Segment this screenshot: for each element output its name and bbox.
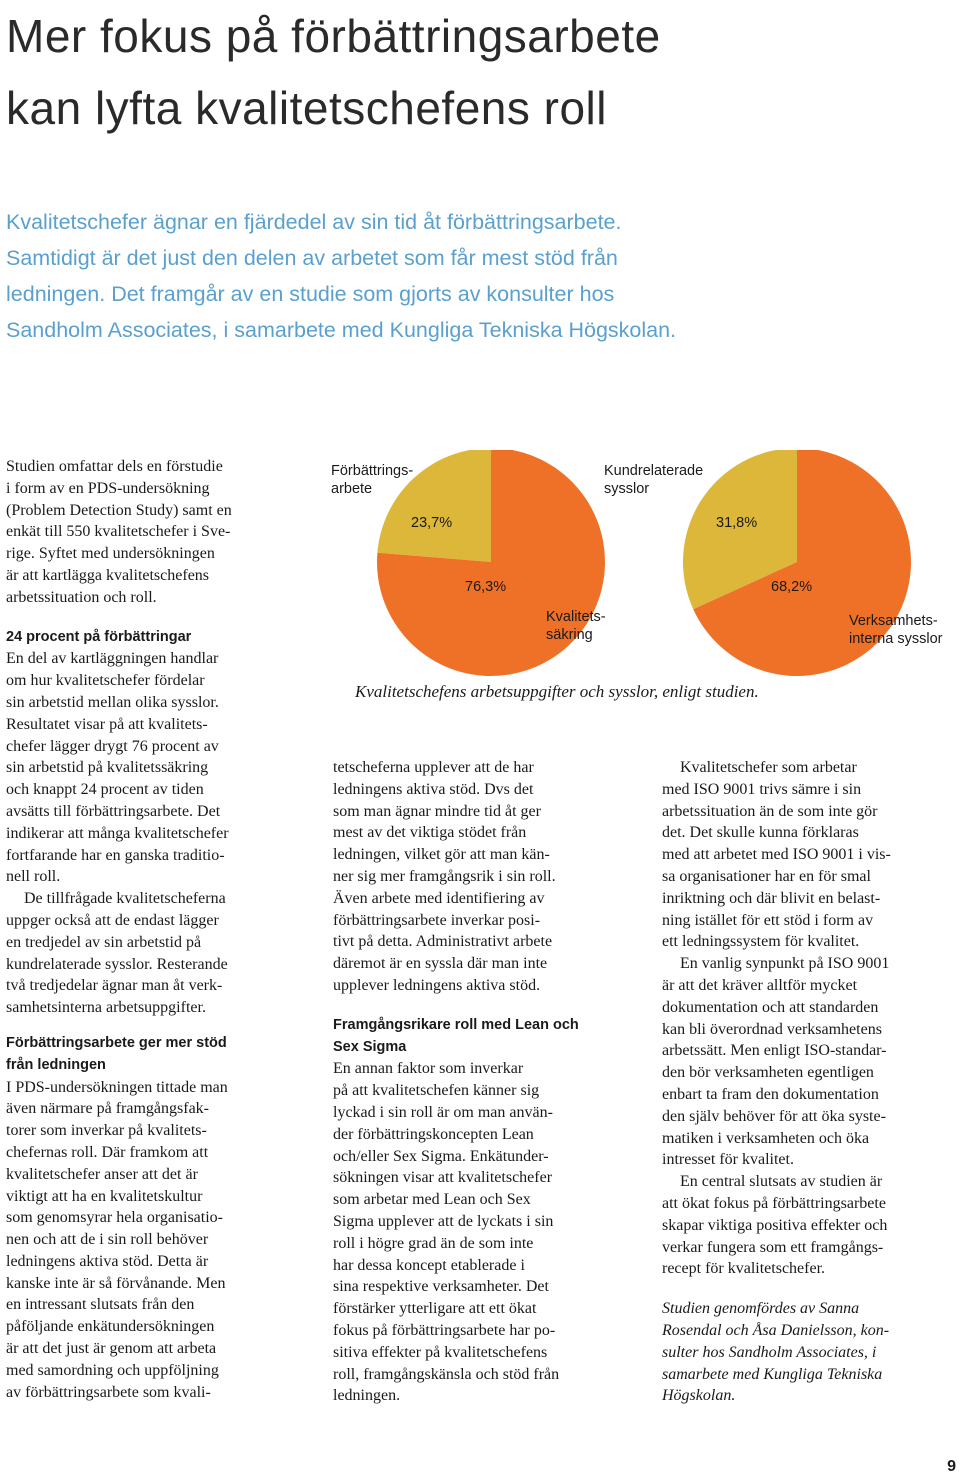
lead-line: Kvalitetschefer ägnar en fjärdedel av sin tid åt förbättringsarbete. — [6, 210, 622, 234]
text-line: förstärker ytterligare att ett ökat — [333, 1300, 537, 1318]
text-line: i form av en PDS-undersökning — [6, 479, 210, 497]
text-line: lyckad i sin roll är om man använ- — [333, 1103, 553, 1121]
text-line: den bör verksamheten egentligen — [662, 1064, 874, 1082]
label-line: sysslor — [604, 481, 650, 497]
text-line: ledningen, vilket gör att man kän- — [333, 846, 550, 864]
text-line: chefer lägger drygt 76 procent av — [6, 737, 219, 755]
text-line: med att arbetet med ISO 9001 i vis- — [662, 846, 891, 864]
text-line: påföljande enkätundersökningen — [6, 1318, 215, 1336]
text-line: samarbete med Kungliga Tekniska — [662, 1365, 883, 1383]
text-line: Sigma upplever att de lyckats i sin — [333, 1212, 554, 1230]
text-line: ledningens aktiva stöd. Dvs det — [333, 780, 534, 798]
text-line: och/eller Sex Sigma. Enkätunder- — [333, 1147, 549, 1165]
text-line: ner sig mer framgångsrik i sin roll. — [333, 867, 556, 885]
text-line: tivt på detta. Administrativt arbete — [333, 933, 553, 951]
lead-line: ledningen. Det framgår av en studie som gjorts av konsulter hos — [6, 282, 615, 306]
page-title — [6, 0, 956, 144]
text-line: En vanlig synpunkt på ISO 9001 — [680, 955, 890, 973]
text-line: sulter hos Sandholm Associates, i — [662, 1343, 877, 1361]
text-line: även närmare på framgångsfak- — [6, 1100, 209, 1118]
text-line: intresset för kvalitet. — [662, 1151, 794, 1169]
heading-line: från ledningen — [6, 1056, 106, 1073]
text-line: tetscheferna upplever att de har — [333, 759, 534, 776]
text-line: sitiva effekter på kvalitetschefens — [333, 1343, 548, 1361]
text-line: Även arbete med identifiering av — [333, 889, 545, 907]
text-line: matiken i verksamheten och öka — [662, 1129, 870, 1147]
heading-line: Framgångsrikare roll med Lean och — [333, 1016, 579, 1033]
text-line: enkät till 550 kvalitetschefer i Sve- — [6, 523, 231, 541]
text-line: kvalitetschefer anser att det är — [6, 1165, 198, 1183]
chart-caption: Kvalitetschefens arbetsuppgifter och sysslor, enligt studien. — [355, 682, 759, 701]
text-line: den själv behöver för att öka syste- — [662, 1107, 886, 1125]
label-line: Kvalitets- — [546, 609, 606, 625]
text-line: sökningen visar att kvalitetschefer — [333, 1169, 553, 1187]
text-line: med samordning och uppföljning — [6, 1361, 219, 1379]
text-line: däremot är en syssla där man inte — [333, 955, 548, 973]
text-line: rige. Syftet med undersökningen — [6, 545, 215, 563]
text-line: uppger också att de endast lägger — [6, 911, 219, 929]
text-line: En central slutsats av studien är — [680, 1173, 883, 1191]
text-line: skapar viktiga positiva effekter och — [662, 1216, 888, 1234]
text-line: på att kvalitetschefen känner sig — [333, 1082, 540, 1100]
section-heading: 24 procent på förbättringar — [6, 628, 192, 645]
text-line: ledningens aktiva stöd. Detta är — [6, 1252, 209, 1270]
text-line: Rosendal och Åsa Danielsson, kon- — [662, 1321, 890, 1339]
paragraph — [662, 953, 957, 1171]
title-line: Mer fokus på förbättringsarbete — [6, 10, 661, 62]
text-line: sa organisationer har en för smal — [662, 867, 871, 885]
text-line: är att det just är genom att arbeta — [6, 1340, 217, 1358]
label-line: säkring — [546, 627, 593, 643]
text-line: arbetssituation än de som inte gör — [662, 802, 878, 820]
label-line: Verksamhets- — [849, 613, 938, 629]
text-line: Studien genomfördes av Sanna — [662, 1300, 860, 1318]
text-line: fortfarande har en ganska traditio- — [6, 846, 225, 864]
text-line: är att det kräver alltför mycket — [662, 976, 858, 994]
text-line: och knappt 24 procent av tiden — [6, 781, 204, 799]
text-line: upplever ledningens aktiva stöd. — [333, 976, 541, 994]
paragraph — [6, 648, 298, 888]
label-line: Kundrelaterade — [604, 463, 704, 479]
paragraph — [662, 757, 957, 953]
text-line: samhetsinterna arbetsuppgifter. — [6, 999, 206, 1017]
column-2 — [333, 757, 633, 1407]
text-line: arbetssituation och roll. — [6, 588, 157, 606]
text-line: har dessa koncept etablerade i — [333, 1256, 525, 1274]
label-line: Förbättrings- — [331, 463, 414, 479]
text-line: ledningen. — [333, 1387, 401, 1405]
text-line: mest av det viktiga stödet från — [333, 824, 527, 842]
text-line: der förbättringskoncepten Lean — [333, 1125, 534, 1143]
text-line: avsätts till förbättringsarbete. Det — [6, 802, 221, 820]
text-line: dokumentation och att standarden — [662, 998, 879, 1016]
text-line: av förbättringsarbete som kvali- — [6, 1383, 211, 1401]
paragraph — [333, 757, 633, 997]
paragraph — [662, 1171, 957, 1280]
text-line: förbättringsarbete inverkar posi- — [333, 911, 541, 929]
text-line: som genomsyrar hela organisatio- — [6, 1209, 223, 1227]
text-line: en tredjedel av sin arbetstid på — [6, 933, 202, 951]
text-line: (Problem Detection Study) samt en — [6, 501, 232, 519]
text-line: enbart ta fram den dokumentation — [662, 1085, 879, 1103]
text-line: är att kartlägga kvalitetschefens — [6, 566, 210, 584]
pie2-label-verksamhetsinterna — [849, 612, 942, 648]
text-line: som arbetar med Lean och Sex — [333, 1191, 531, 1209]
text-line: kan bli överordnad verksamhetens — [662, 1020, 882, 1038]
text-line: recept för kvalitetschefer. — [662, 1260, 826, 1278]
text-line: kundrelaterade sysslor. Resterande — [6, 955, 228, 973]
label-line: arbete — [331, 481, 373, 497]
title-line: kan lyfta kvalitetschefens roll — [6, 82, 607, 134]
text-line: sin arbetstid på kvalitetssäkring — [6, 759, 209, 777]
text-line: De tillfrågade kvalitetscheferna — [24, 890, 226, 908]
column-1 — [6, 456, 298, 1403]
text-line: ett ledningssystem för kvalitet. — [662, 933, 860, 951]
pie1-label-forbattringsarbete — [331, 462, 413, 498]
text-line: nen och att de i sin roll behöver — [6, 1231, 209, 1249]
text-line: I PDS-undersökningen tittade man — [6, 1078, 228, 1096]
intro-paragraph — [6, 456, 298, 609]
text-line: om hur kvalitetschefer fördelar — [6, 672, 205, 690]
pie2-value-large: 68,2% — [771, 579, 813, 595]
text-line: verkar fungera som ett framgångs- — [662, 1238, 884, 1256]
lead-line: Sandholm Associates, i samarbete med Kungliga Tekniska Högskolan. — [6, 318, 677, 342]
text-line: indikerar att många kvalitetschefer — [6, 824, 229, 842]
text-line: chefernas roll. Där framkom att — [6, 1143, 209, 1161]
text-line: fokus på förbättringsarbete har po- — [333, 1321, 556, 1339]
column-3 — [662, 757, 957, 1407]
pie2-value-small: 31,8% — [716, 515, 758, 531]
section-heading — [6, 1033, 298, 1077]
text-line: sina respektive verksamheter. Det — [333, 1278, 549, 1296]
paragraph — [6, 1077, 298, 1404]
text-line: En del av kartläggningen handlar — [6, 650, 219, 668]
pie-charts — [320, 450, 960, 710]
section-heading — [333, 1015, 633, 1059]
text-line: sin arbetstid mellan olika sysslor. — [6, 693, 219, 711]
text-line: En annan faktor som inverkar — [333, 1060, 524, 1078]
heading-line: Förbättringsarbete ger mer stöd — [6, 1034, 227, 1051]
text-line: Resultatet visar på att kvalitets- — [6, 715, 208, 733]
text-line: Högskolan. — [662, 1387, 736, 1405]
pie2-label-kundrelaterade — [604, 462, 703, 498]
text-line: att ökat fokus på förbättringsarbete — [662, 1194, 886, 1212]
text-line: arbetssätt. Men enligt ISO-standar- — [662, 1042, 887, 1060]
text-line: inriktning och där blivit en belast- — [662, 889, 881, 907]
paragraph — [6, 888, 298, 1019]
credit-paragraph — [662, 1298, 957, 1407]
text-line: Kvalitetschefer som arbetar — [680, 759, 857, 776]
text-line: Studien omfattar dels en förstudie — [6, 458, 223, 475]
page-number: 9 — [947, 1458, 956, 1475]
lead-line: Samtidigt är det just den delen av arbetet som får mest stöd från — [6, 246, 618, 270]
text-line: det. Det skulle kunna förklaras — [662, 824, 859, 842]
text-line: med ISO 9001 trivs sämre i sin — [662, 780, 862, 798]
heading-line: Sex Sigma — [333, 1038, 407, 1055]
lead-paragraph — [6, 204, 956, 348]
text-line: ning istället för ett stöd i form av — [662, 911, 874, 929]
text-line: som man ägnar mindre tid åt ger — [333, 802, 541, 820]
text-line: torer som inverkar på kvalitets- — [6, 1122, 207, 1140]
label-line: interna sysslor — [849, 631, 943, 647]
pie1-label-kvalitetssakring — [546, 608, 606, 644]
paragraph — [333, 1058, 633, 1407]
text-line: kanske inte är så förvånande. Men — [6, 1274, 226, 1292]
text-line: en intressant slutsats från den — [6, 1296, 195, 1314]
pie1-value-small: 23,7% — [411, 515, 453, 531]
text-line: roll, framgångskänsla och stöd från — [333, 1365, 560, 1383]
text-line: viktigt att ha en kvalitetskultur — [6, 1187, 203, 1205]
text-line: två tredjedelar ägnar man åt verk- — [6, 977, 223, 995]
text-line: nell roll. — [6, 868, 61, 886]
pie1-value-large: 76,3% — [465, 579, 507, 595]
text-line: roll i högre grad än de som inte — [333, 1234, 534, 1252]
